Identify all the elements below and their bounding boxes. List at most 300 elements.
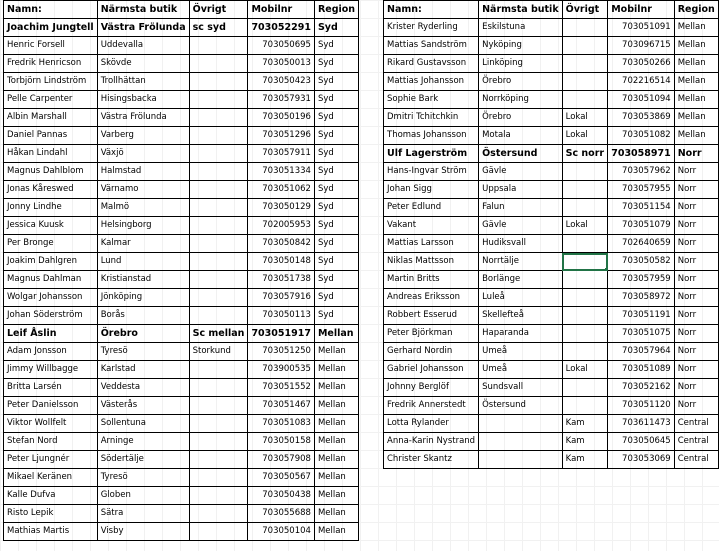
cell-region[interactable]: Mellan bbox=[314, 523, 358, 541]
cell-name[interactable]: Johnny Berglöf bbox=[384, 379, 479, 397]
cell-other[interactable] bbox=[189, 397, 248, 415]
cell-shop[interactable]: Haparanda bbox=[479, 325, 563, 343]
header-name[interactable]: Namn: bbox=[4, 1, 98, 19]
cell-region[interactable]: Mellan bbox=[314, 433, 358, 451]
header-shop[interactable]: Närmsta butik bbox=[479, 1, 563, 19]
cell-name[interactable]: Johan Söderström bbox=[4, 307, 98, 325]
cell-shop[interactable]: Hisingsbacka bbox=[97, 91, 189, 109]
cell-other[interactable] bbox=[189, 451, 248, 469]
cell-other[interactable]: sc syd bbox=[189, 19, 248, 37]
cell-shop[interactable]: Kalmar bbox=[97, 235, 189, 253]
table-row bbox=[4, 37, 359, 55]
cell-phone[interactable]: 703050582 bbox=[608, 253, 675, 271]
cell-shop[interactable]: Hudiksvall bbox=[479, 235, 563, 253]
table-row bbox=[4, 145, 359, 163]
cell-name[interactable]: Johan Sigg bbox=[384, 181, 479, 199]
cell-phone[interactable]: 703053869 bbox=[608, 109, 675, 127]
cell-phone[interactable]: 703051083 bbox=[248, 415, 315, 433]
cell-other[interactable] bbox=[189, 73, 248, 91]
cell-region[interactable]: Mellan bbox=[674, 37, 718, 55]
cell-phone[interactable]: 703050842 bbox=[248, 235, 315, 253]
cell-name[interactable]: Robbert Esserud bbox=[384, 307, 479, 325]
cell-region[interactable]: Syd bbox=[314, 253, 358, 271]
cell-phone[interactable]: 703050013 bbox=[248, 55, 315, 73]
cell-other[interactable] bbox=[562, 37, 608, 55]
cell-region[interactable]: Syd bbox=[314, 73, 358, 91]
cell-phone[interactable]: 703057908 bbox=[248, 451, 315, 469]
cell-shop[interactable]: Västerås bbox=[97, 397, 189, 415]
cell-name[interactable]: Joakim Dahlgren bbox=[4, 253, 98, 271]
cell-shop[interactable]: Visby bbox=[97, 523, 189, 541]
cell-other[interactable] bbox=[189, 199, 248, 217]
cell-name[interactable]: Andreas Eriksson bbox=[384, 289, 479, 307]
cell-phone[interactable]: 703057959 bbox=[608, 271, 675, 289]
cell-name[interactable]: Mattias Johansson bbox=[384, 73, 479, 91]
cell-shop[interactable]: Tyresö bbox=[97, 469, 189, 487]
cell-region[interactable]: Mellan bbox=[674, 19, 718, 37]
cell-other[interactable]: Lokal bbox=[562, 217, 608, 235]
cell-name[interactable]: Gabriel Johansson bbox=[384, 361, 479, 379]
cell-name[interactable]: Dmitri Tchitchkin bbox=[384, 109, 479, 127]
cell-name[interactable]: Albin Marshall bbox=[4, 109, 98, 127]
cell-phone[interactable]: 703051738 bbox=[248, 271, 315, 289]
cell-name[interactable]: Wolgar Johansson bbox=[4, 289, 98, 307]
cell-phone[interactable]: 703050567 bbox=[248, 469, 315, 487]
cell-other[interactable] bbox=[189, 145, 248, 163]
cell-region[interactable]: Mellan bbox=[314, 415, 358, 433]
cell-shop[interactable]: Nyköping bbox=[479, 37, 563, 55]
cell-region[interactable]: Norr bbox=[674, 307, 718, 325]
header-phone[interactable]: Mobilnr bbox=[608, 1, 675, 19]
cell-name[interactable]: Mattias Larsson bbox=[384, 235, 479, 253]
cell-region[interactable]: Mellan bbox=[674, 55, 718, 73]
cell-shop[interactable]: Gävle bbox=[479, 163, 563, 181]
cell-phone[interactable]: 703096715 bbox=[608, 37, 675, 55]
cell-name[interactable]: Torbjörn Lindström bbox=[4, 73, 98, 91]
cell-other[interactable] bbox=[562, 19, 608, 37]
cell-phone[interactable]: 703050645 bbox=[608, 433, 675, 451]
cell-phone[interactable]: 702640659 bbox=[608, 235, 675, 253]
cell-other[interactable] bbox=[562, 325, 608, 343]
header-row bbox=[4, 1, 359, 19]
cell-shop[interactable] bbox=[479, 433, 563, 451]
cell-name[interactable]: Mikael Keränen bbox=[4, 469, 98, 487]
cell-other[interactable] bbox=[189, 163, 248, 181]
cell-other[interactable] bbox=[189, 433, 248, 451]
table-row bbox=[4, 109, 359, 127]
cell-other[interactable] bbox=[562, 163, 608, 181]
cell-phone[interactable]: 703050158 bbox=[248, 433, 315, 451]
cell-name[interactable]: Magnus Dahlblom bbox=[4, 163, 98, 181]
cell-phone[interactable]: 703051062 bbox=[248, 181, 315, 199]
cell-phone[interactable]: 703051094 bbox=[608, 91, 675, 109]
cell-shop[interactable]: Västra Frölunda bbox=[97, 109, 189, 127]
cell-shop[interactable]: Norrtälje bbox=[479, 253, 563, 271]
cell-other[interactable] bbox=[189, 487, 248, 505]
cell-shop[interactable]: Lund bbox=[97, 253, 189, 271]
cell-other[interactable] bbox=[189, 127, 248, 145]
cell-region[interactable]: Syd bbox=[314, 55, 358, 73]
cell-region[interactable]: Syd bbox=[314, 127, 358, 145]
cell-name[interactable]: Fredrik Annerstedt bbox=[384, 397, 479, 415]
cell-region[interactable]: Central bbox=[674, 415, 718, 433]
cell-shop[interactable]: Trollhättan bbox=[97, 73, 189, 91]
cell-name[interactable]: Daniel Pannas bbox=[4, 127, 98, 145]
cell-phone[interactable]: 703050129 bbox=[248, 199, 315, 217]
cell-phone[interactable]: 703058971 bbox=[608, 145, 675, 163]
cell-phone[interactable]: 702216514 bbox=[608, 73, 675, 91]
cell-name[interactable]: Viktor Wollfelt bbox=[4, 415, 98, 433]
cell-phone[interactable]: 703051120 bbox=[608, 397, 675, 415]
cell-other[interactable] bbox=[562, 379, 608, 397]
cell-phone[interactable]: 703057911 bbox=[248, 145, 315, 163]
cell-region[interactable]: Syd bbox=[314, 217, 358, 235]
cell-name[interactable]: Jonas Kåreswed bbox=[4, 181, 98, 199]
cell-phone[interactable]: 703051296 bbox=[248, 127, 315, 145]
cell-shop[interactable]: Sollentuna bbox=[97, 415, 189, 433]
cell-shop[interactable]: Malmö bbox=[97, 199, 189, 217]
cell-shop[interactable]: Borlänge bbox=[479, 271, 563, 289]
cell-name[interactable]: Ulf Lagerström bbox=[384, 145, 479, 163]
cell-phone[interactable]: 703051191 bbox=[608, 307, 675, 325]
cell-other[interactable] bbox=[189, 235, 248, 253]
table-row bbox=[4, 379, 359, 397]
cell-shop[interactable]: Gävle bbox=[479, 217, 563, 235]
cell-other[interactable] bbox=[562, 73, 608, 91]
cell-shop[interactable]: Sätra bbox=[97, 505, 189, 523]
cell-name[interactable]: Magnus Dahlman bbox=[4, 271, 98, 289]
cell-name[interactable]: Jimmy Willbagge bbox=[4, 361, 98, 379]
header-other[interactable]: Övrigt bbox=[189, 1, 248, 19]
cell-shop[interactable]: Östersund bbox=[479, 397, 563, 415]
table-row bbox=[384, 343, 719, 361]
cell-other[interactable] bbox=[189, 523, 248, 541]
cell-region[interactable]: Mellan bbox=[674, 109, 718, 127]
cell-shop[interactable]: Kristianstad bbox=[97, 271, 189, 289]
cell-shop[interactable]: Falun bbox=[479, 199, 563, 217]
cell-other[interactable] bbox=[189, 271, 248, 289]
cell-phone[interactable]: 703051334 bbox=[248, 163, 315, 181]
cell-region[interactable]: Syd bbox=[314, 307, 358, 325]
cell-shop[interactable]: Växjö bbox=[97, 145, 189, 163]
cell-region[interactable]: Mellan bbox=[314, 397, 358, 415]
cell-phone[interactable]: 702005953 bbox=[248, 217, 315, 235]
cell-region[interactable]: Syd bbox=[314, 199, 358, 217]
cell-name[interactable]: Jonny Lindhe bbox=[4, 199, 98, 217]
cell-phone[interactable]: 703050423 bbox=[248, 73, 315, 91]
cell-shop[interactable]: Örebro bbox=[479, 109, 563, 127]
cell-phone[interactable]: 703611473 bbox=[608, 415, 675, 433]
cell-region[interactable]: Syd bbox=[314, 37, 358, 55]
cell-name[interactable]: Joachim Jungtell bbox=[4, 19, 98, 37]
cell-phone[interactable]: 703052162 bbox=[608, 379, 675, 397]
header-region[interactable]: Region bbox=[314, 1, 358, 19]
cell-other[interactable] bbox=[189, 307, 248, 325]
cell-region[interactable]: Mellan bbox=[674, 127, 718, 145]
cell-shop[interactable]: Skövde bbox=[97, 55, 189, 73]
cell-region[interactable]: Norr bbox=[674, 271, 718, 289]
cell-name[interactable]: Risto Lepik bbox=[4, 505, 98, 523]
table-row bbox=[384, 307, 719, 325]
cell-region[interactable]: Norr bbox=[674, 163, 718, 181]
cell-name[interactable]: Martin Britts bbox=[384, 271, 479, 289]
cell-region[interactable]: Syd bbox=[314, 235, 358, 253]
cell-phone[interactable]: 703050438 bbox=[248, 487, 315, 505]
cell-shop[interactable]: Sundsvall bbox=[479, 379, 563, 397]
cell-region[interactable]: Norr bbox=[674, 361, 718, 379]
table-row bbox=[4, 487, 359, 505]
cell-shop[interactable]: Varberg bbox=[97, 127, 189, 145]
cell-phone[interactable]: 703050148 bbox=[248, 253, 315, 271]
cell-region[interactable]: Syd bbox=[314, 145, 358, 163]
cell-shop[interactable]: Uppsala bbox=[479, 181, 563, 199]
cell-other[interactable] bbox=[189, 181, 248, 199]
cell-phone[interactable]: 703057916 bbox=[248, 289, 315, 307]
cell-name[interactable]: Thomas Johansson bbox=[384, 127, 479, 145]
cell-other[interactable] bbox=[189, 109, 248, 127]
cell-shop[interactable]: Luleå bbox=[479, 289, 563, 307]
cell-shop[interactable]: Borås bbox=[97, 307, 189, 325]
cell-region[interactable]: Norr bbox=[674, 343, 718, 361]
cell-region[interactable]: Syd bbox=[314, 91, 358, 109]
cell-shop[interactable]: Veddesta bbox=[97, 379, 189, 397]
cell-phone[interactable]: 703051552 bbox=[248, 379, 315, 397]
cell-region[interactable]: Mellan bbox=[314, 469, 358, 487]
cell-phone[interactable]: 703051079 bbox=[608, 217, 675, 235]
cell-region[interactable]: Norr bbox=[674, 235, 718, 253]
cell-region[interactable]: Mellan bbox=[674, 91, 718, 109]
cell-name[interactable]: Vakant bbox=[384, 217, 479, 235]
cell-phone[interactable]: 703057931 bbox=[248, 91, 315, 109]
cell-other[interactable]: Storkund bbox=[189, 343, 248, 361]
cell-region[interactable]: Norr bbox=[674, 181, 718, 199]
cell-phone[interactable]: 703050104 bbox=[248, 523, 315, 541]
cell-other[interactable] bbox=[562, 289, 608, 307]
header-region[interactable]: Region bbox=[674, 1, 718, 19]
cell-phone[interactable]: 703057955 bbox=[608, 181, 675, 199]
cell-shop[interactable] bbox=[479, 451, 563, 469]
cell-name[interactable]: Fredrik Henricson bbox=[4, 55, 98, 73]
cell-other[interactable] bbox=[562, 199, 608, 217]
cell-region[interactable]: Syd bbox=[314, 19, 358, 37]
cell-other[interactable] bbox=[189, 91, 248, 109]
cell-other[interactable] bbox=[562, 397, 608, 415]
cell-region[interactable]: Norr bbox=[674, 397, 718, 415]
cell-shop[interactable]: Örebro bbox=[97, 325, 189, 343]
cell-other[interactable] bbox=[189, 217, 248, 235]
cell-shop[interactable]: Södertälje bbox=[97, 451, 189, 469]
cell-region[interactable]: Central bbox=[674, 451, 718, 469]
header-other[interactable]: Övrigt bbox=[562, 1, 608, 19]
cell-phone[interactable]: 703057962 bbox=[608, 163, 675, 181]
cell-shop[interactable]: Östersund bbox=[479, 145, 563, 163]
cell-region[interactable]: Syd bbox=[314, 163, 358, 181]
cell-phone[interactable]: 703051154 bbox=[608, 199, 675, 217]
header-name[interactable]: Namn: bbox=[384, 1, 479, 19]
cell-name[interactable]: Mathias Martis bbox=[4, 523, 98, 541]
table-row bbox=[384, 361, 719, 379]
cell-shop[interactable]: Umeå bbox=[479, 343, 563, 361]
cell-region[interactable]: Norr bbox=[674, 145, 718, 163]
cell-other[interactable] bbox=[562, 271, 608, 289]
header-phone[interactable]: Mobilnr bbox=[248, 1, 315, 19]
cell-name[interactable]: Pelle Carpenter bbox=[4, 91, 98, 109]
cell-phone[interactable]: 703058972 bbox=[608, 289, 675, 307]
cell-shop[interactable]: Helsingborg bbox=[97, 217, 189, 235]
cell-region[interactable]: Syd bbox=[314, 181, 358, 199]
cell-other[interactable] bbox=[189, 379, 248, 397]
cell-phone[interactable]: 703057964 bbox=[608, 343, 675, 361]
contacts-table-left bbox=[3, 0, 359, 541]
cell-name[interactable]: Sophie Bark bbox=[384, 91, 479, 109]
cell-name[interactable]: Peter Ljungnér bbox=[4, 451, 98, 469]
cell-region[interactable]: Mellan bbox=[314, 343, 358, 361]
fill-handle[interactable] bbox=[605, 268, 608, 271]
cell-shop[interactable]: Umeå bbox=[479, 361, 563, 379]
cell-region[interactable]: Norr bbox=[674, 217, 718, 235]
selected-cell[interactable] bbox=[562, 253, 608, 271]
cell-shop[interactable]: Tyresö bbox=[97, 343, 189, 361]
cell-other[interactable]: Kam bbox=[562, 433, 608, 451]
cell-other[interactable] bbox=[189, 361, 248, 379]
cell-phone[interactable]: 703052291 bbox=[248, 19, 315, 37]
cell-name[interactable]: Christer Skantz bbox=[384, 451, 479, 469]
cell-shop[interactable]: Globen bbox=[97, 487, 189, 505]
cell-shop[interactable]: Skellefteå bbox=[479, 307, 563, 325]
cell-region[interactable]: Mellan bbox=[314, 361, 358, 379]
table-row bbox=[4, 73, 359, 91]
cell-name[interactable]: Leif Åslin bbox=[4, 325, 98, 343]
cell-phone[interactable]: 703051089 bbox=[608, 361, 675, 379]
cell-name[interactable]: Kalle Dufva bbox=[4, 487, 98, 505]
cell-region[interactable]: Norr bbox=[674, 289, 718, 307]
cell-region[interactable]: Norr bbox=[674, 253, 718, 271]
cell-phone[interactable]: 703053069 bbox=[608, 451, 675, 469]
cell-phone[interactable]: 703051467 bbox=[248, 397, 315, 415]
cell-shop[interactable]: Örebro bbox=[479, 73, 563, 91]
cell-other[interactable] bbox=[189, 505, 248, 523]
cell-region[interactable]: Norr bbox=[674, 199, 718, 217]
cell-name[interactable]: Niklas Mattsson bbox=[384, 253, 479, 271]
cell-other[interactable] bbox=[562, 181, 608, 199]
cell-region[interactable]: Mellan bbox=[314, 505, 358, 523]
cell-name[interactable]: Adam Jonsson bbox=[4, 343, 98, 361]
cell-other[interactable] bbox=[562, 307, 608, 325]
cell-name[interactable]: Stefan Nord bbox=[4, 433, 98, 451]
cell-other[interactable] bbox=[189, 253, 248, 271]
cell-region[interactable]: Mellan bbox=[314, 451, 358, 469]
cell-shop[interactable]: Arninge bbox=[97, 433, 189, 451]
cell-other[interactable]: Lokal bbox=[562, 127, 608, 145]
cell-shop[interactable]: Halmstad bbox=[97, 163, 189, 181]
cell-name[interactable]: Peter Björkman bbox=[384, 325, 479, 343]
cell-name[interactable]: Per Bronge bbox=[4, 235, 98, 253]
cell-other[interactable] bbox=[562, 235, 608, 253]
table-row bbox=[384, 325, 719, 343]
cell-phone[interactable]: 703051917 bbox=[248, 325, 315, 343]
table-row bbox=[384, 73, 719, 91]
cell-other[interactable]: Lokal bbox=[562, 109, 608, 127]
header-shop[interactable]: Närmsta butik bbox=[97, 1, 189, 19]
cell-other[interactable]: Lokal bbox=[562, 361, 608, 379]
cell-phone[interactable]: 703055688 bbox=[248, 505, 315, 523]
cell-other[interactable]: Kam bbox=[562, 451, 608, 469]
cell-shop[interactable]: Uddevalla bbox=[97, 37, 189, 55]
cell-phone[interactable]: 703051250 bbox=[248, 343, 315, 361]
cell-other[interactable] bbox=[562, 343, 608, 361]
cell-other[interactable] bbox=[189, 37, 248, 55]
cell-name[interactable]: Lotta Rylander bbox=[384, 415, 479, 433]
cell-shop[interactable]: Västra Frölunda bbox=[97, 19, 189, 37]
cell-other[interactable] bbox=[189, 55, 248, 73]
cell-name[interactable]: Rikard Gustavsson bbox=[384, 55, 479, 73]
cell-other[interactable] bbox=[562, 91, 608, 109]
cell-other[interactable]: Sc mellan bbox=[189, 325, 248, 343]
cell-region[interactable]: Central bbox=[674, 433, 718, 451]
cell-phone[interactable]: 703050266 bbox=[608, 55, 675, 73]
cell-shop[interactable]: Värnamo bbox=[97, 181, 189, 199]
cell-shop[interactable]: Linköping bbox=[479, 55, 563, 73]
cell-other[interactable] bbox=[189, 289, 248, 307]
cell-phone[interactable]: 703050196 bbox=[248, 109, 315, 127]
table-row bbox=[384, 253, 719, 271]
cell-phone[interactable]: 703050695 bbox=[248, 37, 315, 55]
cell-region[interactable]: Mellan bbox=[314, 487, 358, 505]
cell-name[interactable]: Hans-Ingvar Ström bbox=[384, 163, 479, 181]
cell-other[interactable] bbox=[189, 469, 248, 487]
cell-other[interactable] bbox=[562, 55, 608, 73]
cell-region[interactable]: Norr bbox=[674, 325, 718, 343]
cell-shop[interactable]: Jönköping bbox=[97, 289, 189, 307]
cell-region[interactable]: Syd bbox=[314, 109, 358, 127]
cell-region[interactable]: Mellan bbox=[674, 73, 718, 91]
cell-phone[interactable]: 703051075 bbox=[608, 325, 675, 343]
cell-name[interactable]: Jessica Kuusk bbox=[4, 217, 98, 235]
cell-phone[interactable]: 703051082 bbox=[608, 127, 675, 145]
cell-other[interactable]: Sc norr bbox=[562, 145, 608, 163]
cell-region[interactable]: Mellan bbox=[314, 325, 358, 343]
cell-name[interactable]: Peter Edlund bbox=[384, 199, 479, 217]
cell-region[interactable]: Syd bbox=[314, 271, 358, 289]
cell-shop[interactable]: Eskilstuna bbox=[479, 19, 563, 37]
cell-phone[interactable]: 703900535 bbox=[248, 361, 315, 379]
cell-shop[interactable] bbox=[479, 415, 563, 433]
cell-region[interactable]: Mellan bbox=[314, 379, 358, 397]
table-row bbox=[384, 415, 719, 433]
cell-name[interactable]: Mattias Sandström bbox=[384, 37, 479, 55]
cell-name[interactable]: Henric Forsell bbox=[4, 37, 98, 55]
cell-shop[interactable]: Motala bbox=[479, 127, 563, 145]
cell-region[interactable]: Syd bbox=[314, 289, 358, 307]
cell-name[interactable]: Gerhard Nordin bbox=[384, 343, 479, 361]
table-row bbox=[4, 289, 359, 307]
cell-phone[interactable]: 703050113 bbox=[248, 307, 315, 325]
cell-name[interactable]: Krister Ryderling bbox=[384, 19, 479, 37]
cell-shop[interactable]: Karlstad bbox=[97, 361, 189, 379]
cell-other[interactable] bbox=[189, 415, 248, 433]
cell-region[interactable]: Norr bbox=[674, 379, 718, 397]
cell-phone[interactable]: 703051091 bbox=[608, 19, 675, 37]
table-row bbox=[384, 181, 719, 199]
table-row bbox=[4, 469, 359, 487]
cell-shop[interactable]: Norrköping bbox=[479, 91, 563, 109]
table-row bbox=[384, 235, 719, 253]
cell-name[interactable]: Peter Danielsson bbox=[4, 397, 98, 415]
cell-other[interactable]: Kam bbox=[562, 415, 608, 433]
cell-name[interactable]: Håkan Lindahl bbox=[4, 145, 98, 163]
cell-name[interactable]: Anna-Karin Nystrand bbox=[384, 433, 479, 451]
cell-name[interactable]: Britta Larsén bbox=[4, 379, 98, 397]
